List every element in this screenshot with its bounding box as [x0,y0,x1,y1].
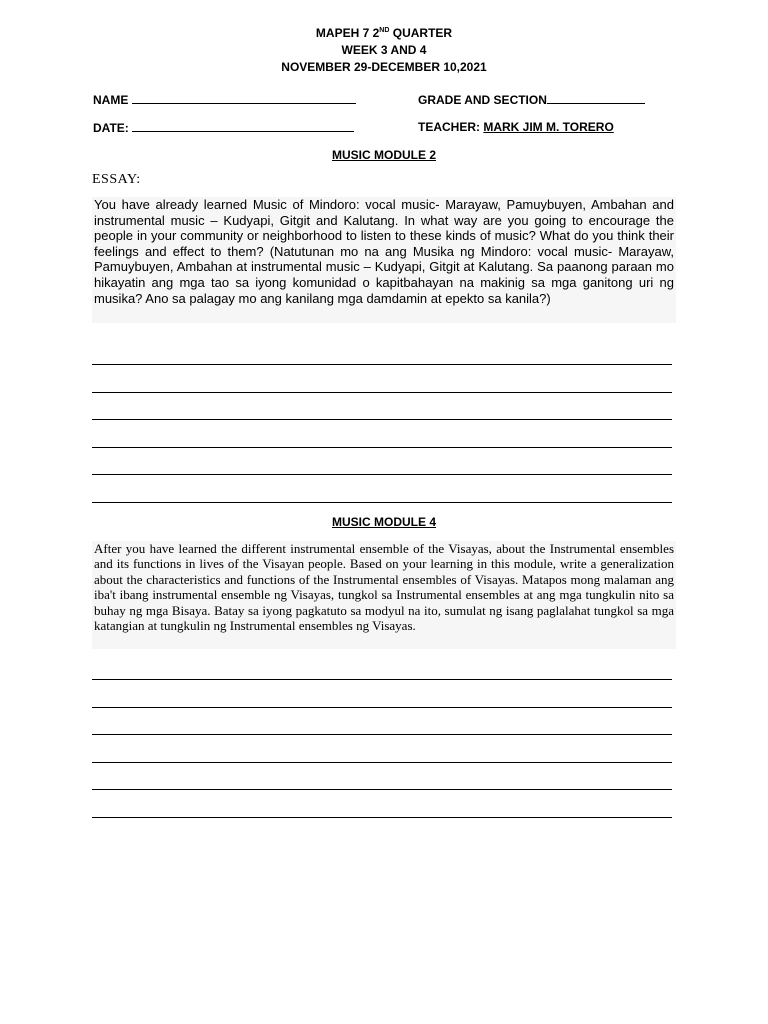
grade-section-field[interactable] [418,92,645,107]
date-blank[interactable] [132,120,354,132]
teacher-label: TEACHER: [418,120,480,134]
header-date-range: NOVEMBER 29-DECEMBER 10,2021 [281,60,487,74]
module-4-title: MUSIC MODULE 4 [331,515,436,529]
answer-line[interactable] [92,762,672,763]
name-blank[interactable] [132,92,356,104]
date-field[interactable] [93,120,354,135]
header-subject-quarter: MAPEH 7 2ND QUARTER [315,26,453,40]
essay-label: ESSAY: [92,172,141,187]
module-4-prompt: After you have learned the different instrumental ensemble of the Visayas, about the Instrumental ensembles and its functions in lives of the Visayan people. Based on your learning in this module, write a generalization about the characteristics and functions of the Instrumental ensembles of Visayas. Matapos mong malaman ang iba't ibang instrumental ensemble ng Visayas, tungkol sa Instrumental ensembles at ang mga tungkulin nito sa buhay ng mga Bisaya. Batay sa iyong pagkatuto sa modyul na ito, sumulat ng isang paglalahat tungkol sa mga katangian at tungkulin ng Instrumental ensembles ng Visayas. [92,541,676,649]
name-label: NAME [93,93,129,107]
answer-line[interactable] [92,789,672,790]
answer-line[interactable] [92,392,672,393]
answer-line[interactable] [92,679,672,680]
teacher-name: MARK JIM M. TORERO [483,120,614,134]
answer-line[interactable] [92,502,672,503]
header-week: WEEK 3 AND 4 [341,43,427,57]
answer-line[interactable] [92,419,672,420]
answer-line[interactable] [92,734,672,735]
name-field[interactable] [93,92,356,107]
module-2-prompt: You have already learned Music of Mindoro: vocal music- Marayaw, Pamuybuyen, Ambahan and instrumental music – Kudyapi, Gitgit and Kalutang. In what way are you going to encourage the people in your community or neighborhood to listen to these kinds of music? What do you think their feelings and effect to them? (Natutunan mo na ang Musika ng Mindoro: vocal music- Marayaw, Pamuybuyen, Ambahan at instrumental music – Kudyapi, Gitgit at Kalutang. Sa paanong paraan mo hikayatin ang mga tao sa iyong komunidad o kapitbahayan na makinig sa mga ganitong uri ng musika? Ano sa palagay mo ang kanilang mga damdamin at epekto sa kanila?) [92,197,676,323]
answer-line[interactable] [92,447,672,448]
grade-section-label: GRADE AND SECTION [418,93,547,107]
teacher-field [418,120,614,134]
date-label: DATE: [93,121,129,135]
answer-line[interactable] [92,364,672,365]
module-2-title: MUSIC MODULE 2 [331,148,436,162]
grade-section-blank[interactable] [547,92,645,104]
answer-line[interactable] [92,474,672,475]
answer-line[interactable] [92,817,672,818]
answer-line[interactable] [92,707,672,708]
